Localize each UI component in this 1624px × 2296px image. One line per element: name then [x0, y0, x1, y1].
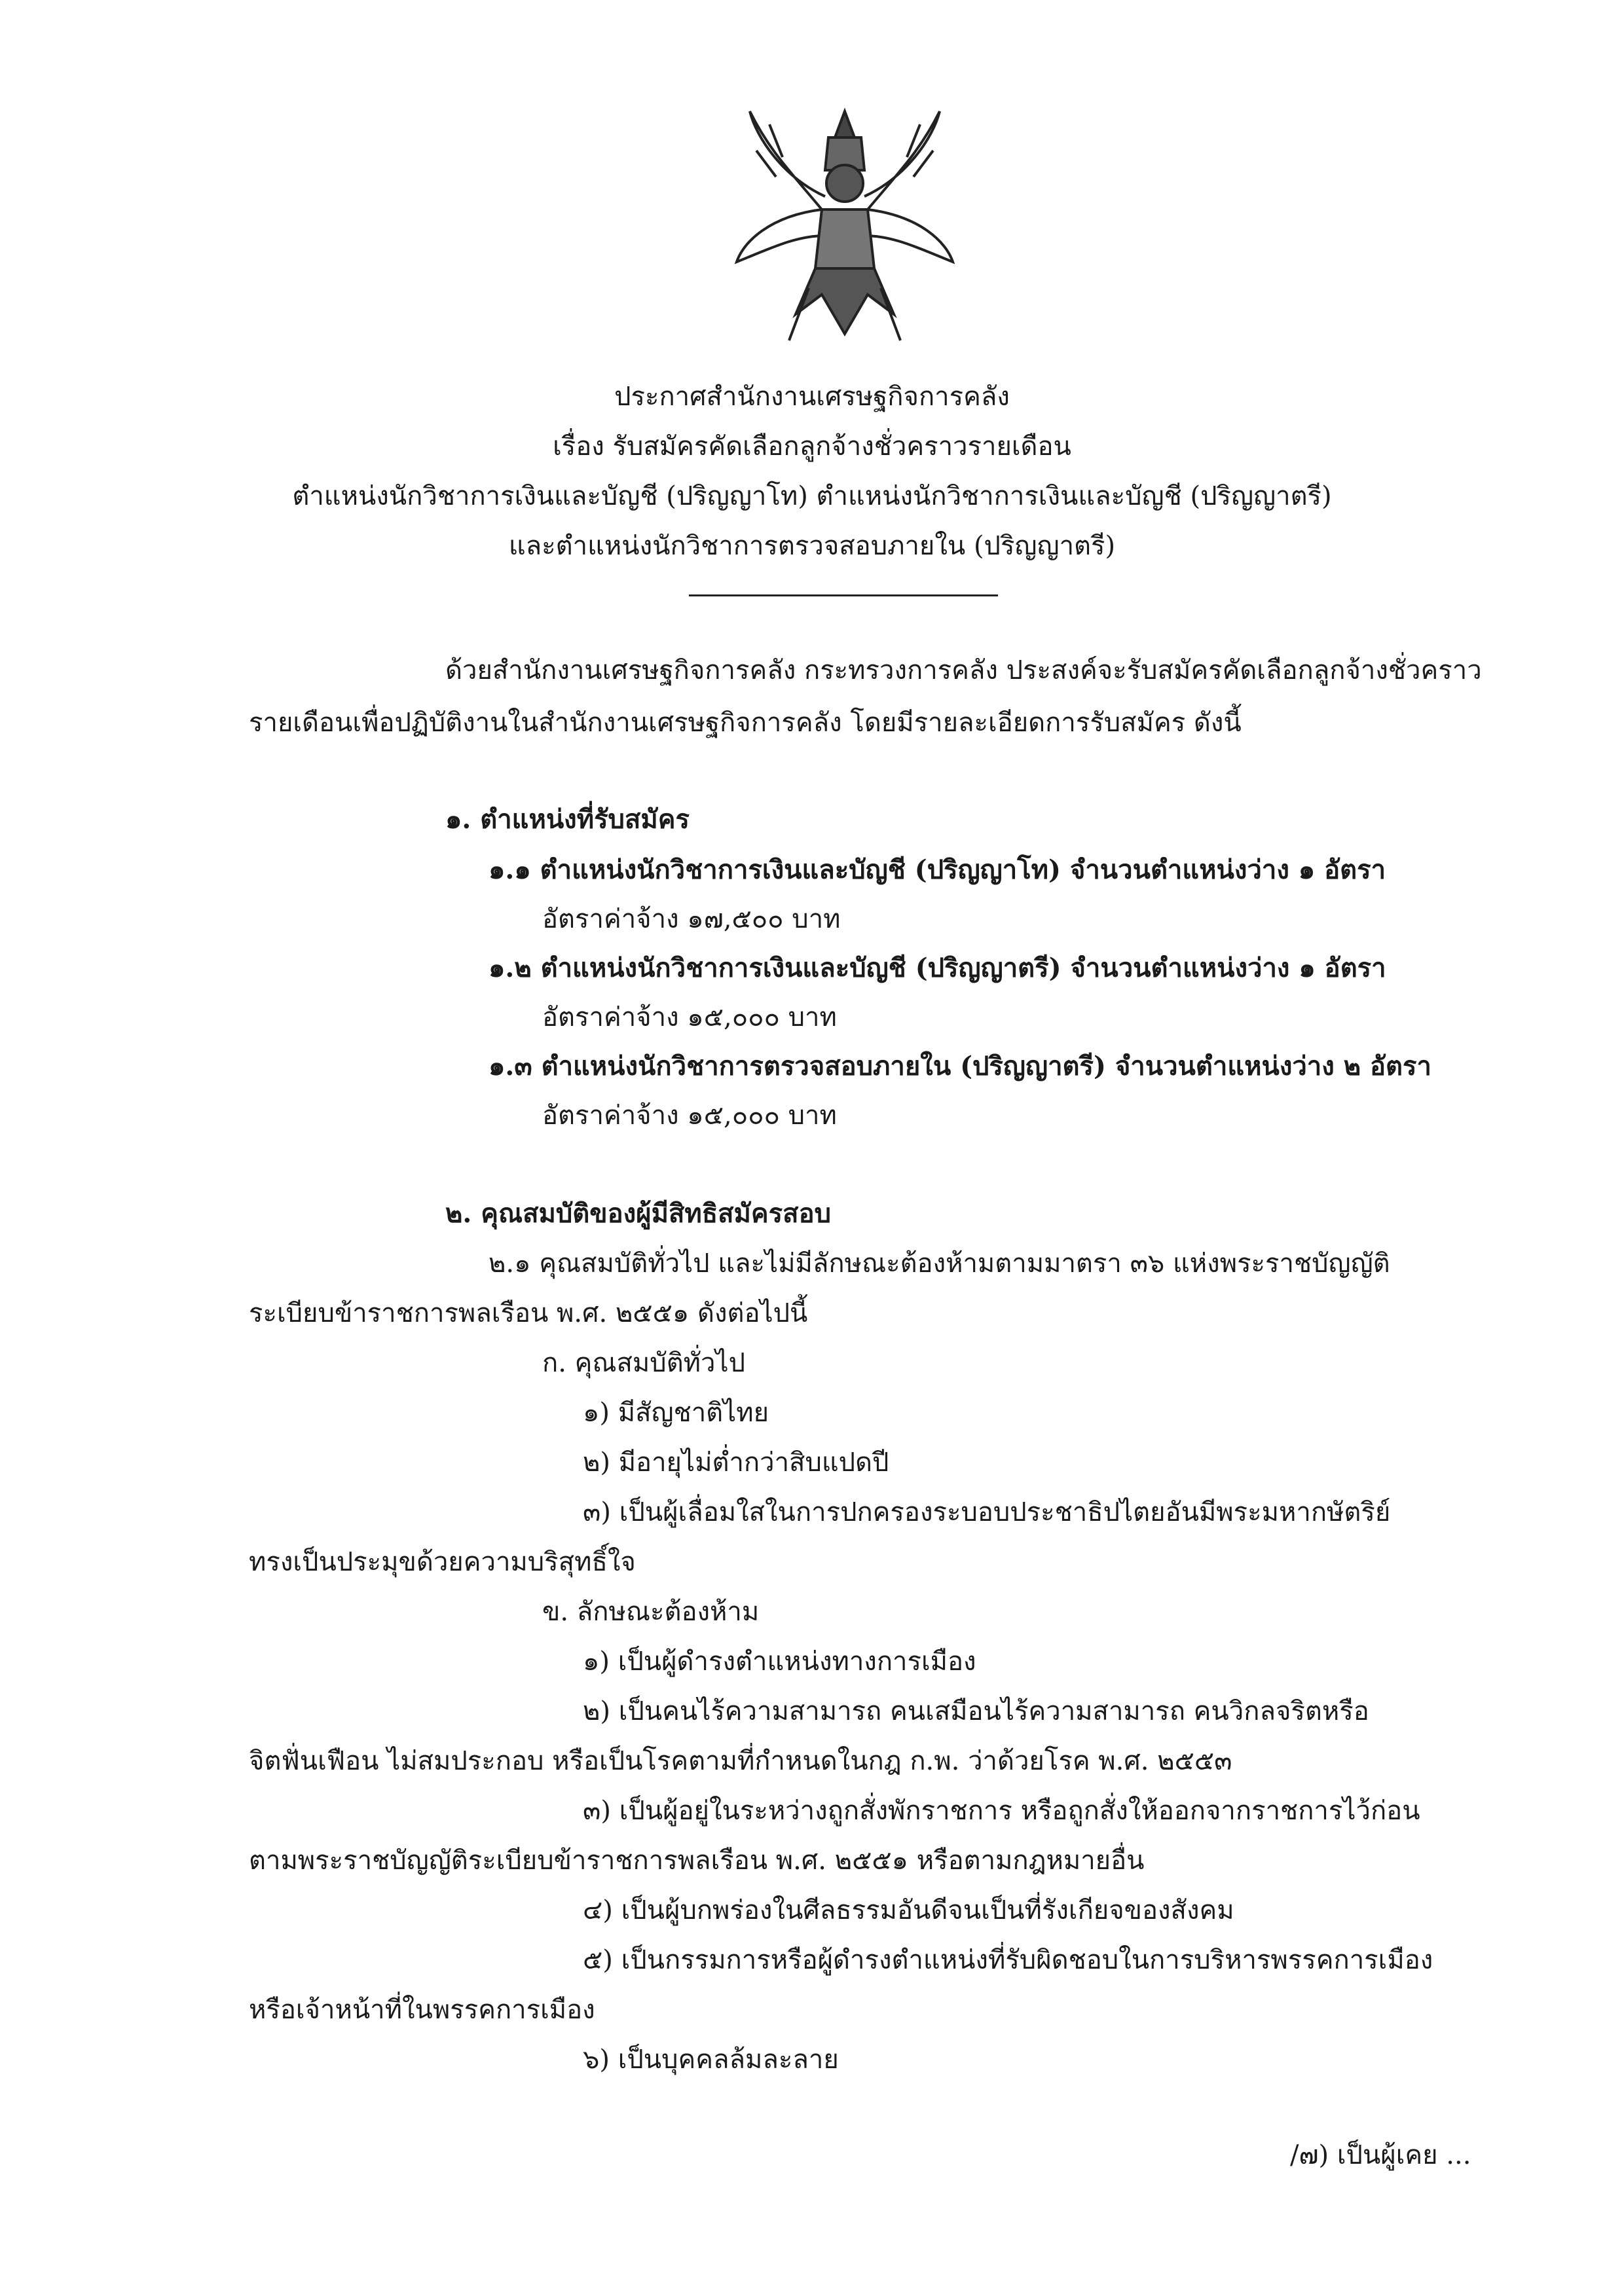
position-1-title: ๑.๑ ตำแหน่งนักวิชาการเงินและบัญชี (ปริญญาโท) จำนวนตำแหน่งว่าง ๑ อัตรา: [489, 854, 1386, 885]
general-item-2: ๒) มีอายุไม่ต่ำกว่าสิบแปดปี: [583, 1448, 889, 1478]
announcement-title: ประกาศสำนักงานเศรษฐกิจการคลัง: [614, 382, 1010, 412]
prohibition-item-5-line-1: ๕) เป็นกรรมการหรือผู้ดำรงตำแหน่งที่รับผิดชอบในการบริหารพรรคการเมือง: [583, 1945, 1433, 1975]
prohibition-item-2-line-1: ๒) เป็นคนไร้ความสามารถ คนเสมือนไร้ความสามารถ คนวิกลจริตหรือ: [583, 1696, 1369, 1726]
section-2-heading: ๒. คุณสมบัติของผู้มีสิทธิสมัครสอบ: [445, 1198, 831, 1229]
prohibition-item-5-line-2: หรือเจ้าหน้าที่ในพรรคการเมือง: [249, 1995, 595, 2025]
prohibition-item-6: ๖) เป็นบุคคลล้มละลาย: [583, 2045, 839, 2075]
announcement-positions-line: ตำแหน่งนักวิชาการเงินและบัญชี (ปริญญาโท) ตำแหน่งนักวิชาการเงินและบัญชี (ปริญญาตรี): [292, 481, 1332, 511]
position-3-title: ๑.๓ ตำแหน่งนักวิชาการตรวจสอบภายใน (ปริญญาตรี) จำนวนตำแหน่งว่าง ๒ อัตรา: [489, 1051, 1431, 1082]
prohibition-item-1: ๑) เป็นผู้ดำรงตำแหน่งทางการเมือง: [583, 1647, 976, 1677]
prohibition-item-4: ๔) เป็นผู้บกพร่องในศีลธรรมอันดีจนเป็นที่รังเกียจของสังคม: [583, 1895, 1234, 1925]
qualification-2-1-line-1: ๒.๑ คุณสมบัติทั่วไป และไม่มีลักษณะต้องห้ามตามมาตรา ๓๖ แห่งพระราชบัญญัติ: [489, 1248, 1390, 1279]
prohibition-item-3-line-1: ๓) เป็นผู้อยู่ในระหว่างถูกสั่งพักราชการ หรือถูกสั่งให้ออกจากราชการไว้ก่อน: [583, 1796, 1420, 1826]
section-1-heading: ๑. ตำแหน่งที่รับสมัคร: [445, 804, 690, 835]
position-2-wage: อัตราค่าจ้าง ๑๕,๐๐๐ บาท: [542, 1002, 837, 1032]
intro-line-2: รายเดือนเพื่อปฏิบัติงานในสำนักงานเศรษฐกิจการคลัง โดยมีรายละเอียดการรับสมัคร ดังนี้: [249, 708, 1242, 738]
position-2-title: ๑.๒ ตำแหน่งนักวิชาการเงินและบัญชี (ปริญญาตรี) จำนวนตำแหน่งว่าง ๑ อัตรา: [489, 953, 1386, 983]
general-qualifications-heading: ก. คุณสมบัติทั่วไป: [542, 1348, 745, 1378]
garuda-emblem-icon: [730, 98, 959, 347]
general-item-3-line-1: ๓) เป็นผู้เลื่อมใสในการปกครองระบอบประชาธิปไตยอันมีพระมหากษัตริย์: [583, 1497, 1391, 1527]
position-1-wage: อัตราค่าจ้าง ๑๗,๕๐๐ บาท: [542, 904, 841, 934]
general-item-3-line-2: ทรงเป็นประมุขด้วยความบริสุทธิ์ใจ: [249, 1547, 636, 1577]
title-divider: [689, 594, 998, 596]
prohibition-item-3-line-2: ตามพระราชบัญญัติระเบียบข้าราชการพลเรือน พ.ศ. ๒๕๕๑ หรือตามกฎหมายอื่น: [249, 1846, 1145, 1876]
qualification-2-1-line-2: ระเบียบข้าราชการพลเรือน พ.ศ. ๒๕๕๑ ดังต่อไปนี้: [249, 1298, 808, 1328]
general-item-1: ๑) มีสัญชาติไทย: [583, 1398, 769, 1428]
prohibition-item-2-line-2: จิตฟั่นเฟือน ไม่สมประกอบ หรือเป็นโรคตามที่กำหนดในกฎ ก.พ. ว่าด้วยโรค พ.ศ. ๒๕๕๓: [249, 1746, 1232, 1776]
announcement-positions-line-2: และตำแหน่งนักวิชาการตรวจสอบภายใน (ปริญญาตรี): [508, 531, 1116, 561]
position-3-wage: อัตราค่าจ้าง ๑๕,๐๐๐ บาท: [542, 1101, 837, 1131]
page-continuation-note: /๗) เป็นผู้เคย ...: [1290, 2140, 1471, 2170]
announcement-subject: เรื่อง รับสมัครคัดเลือกลูกจ้างชั่วคราวรายเดือน: [553, 431, 1071, 462]
intro-line-1: ด้วยสำนักงานเศรษฐกิจการคลัง กระทรวงการคลัง ประสงค์จะรับสมัครคัดเลือกลูกจ้างชั่วคราว: [445, 655, 1482, 685]
prohibitions-heading: ข. ลักษณะต้องห้าม: [542, 1597, 760, 1627]
